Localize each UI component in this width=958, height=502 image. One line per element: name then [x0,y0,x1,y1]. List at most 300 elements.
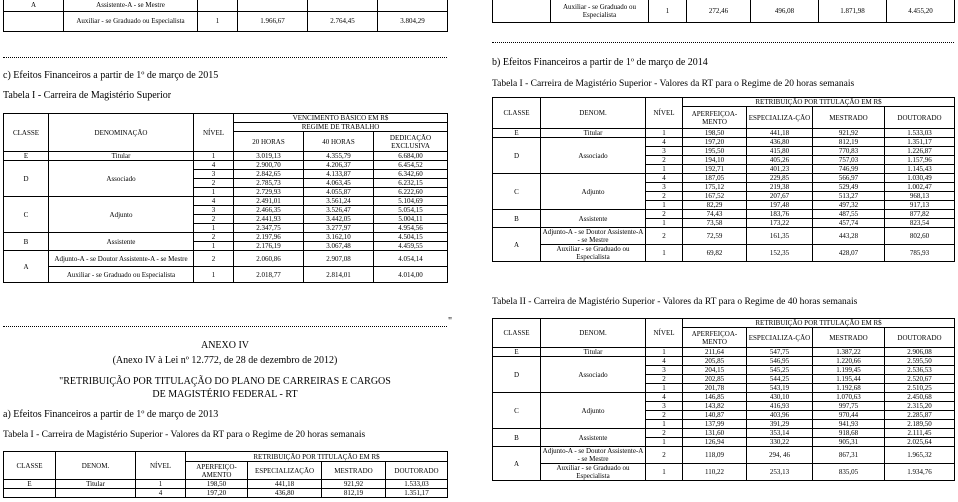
value-cell: 6.232,15 [374,179,448,188]
classe-cell: D [493,357,541,393]
value-cell: 529,49 [813,183,885,192]
col-header-denominacao: DENOMINAÇÃO [49,114,194,152]
value-cell: 2.536,53 [885,366,955,375]
value-cell: 401,23 [747,165,813,174]
value-cell: 496,08 [751,0,819,22]
nivel-cell: 4 [194,197,234,206]
value-cell: 2.906,08 [885,348,955,357]
nivel-cell: 1 [649,0,687,22]
value-cell: 197,20 [186,489,248,498]
value-cell: 6.684,00 [374,152,448,161]
value-cell: 2.285,87 [885,411,955,420]
value-cell: 416,93 [747,402,813,411]
value-cell: 405,26 [747,156,813,165]
value-cell: 194,10 [683,156,747,165]
table-row [493,348,955,357]
classe-cell: A [493,447,541,481]
value-cell: 2.347,75 [234,224,304,233]
table-row [4,152,448,161]
value-cell: 918,68 [813,429,885,438]
denom-cell: Associado [541,357,646,393]
col-header-retribuicao: RETRIBUIÇÃO POR TITULAÇÃO EM R$ [683,98,955,107]
classe-cell: D [4,161,49,197]
value-cell: 3.526,47 [304,206,374,215]
classe-cell: E [493,348,541,357]
table-title: Tabela I - Carreira de Magistério Superior - Valores da RT para o Regime de 20 horas semanais [492,79,855,89]
value-cell: 2.018,77 [234,267,304,283]
value-cell: 970,44 [813,411,885,420]
value-cell: 2.197,96 [234,233,304,242]
value-cell: 4.355,79 [304,152,374,161]
nivel-cell: 4 [646,174,683,183]
value-cell: 3.561,24 [304,197,374,206]
left-top-table [3,0,448,32]
value-cell: 219,38 [747,183,813,192]
denom-cell: Titular [56,480,136,489]
closing-quote: " [448,316,453,327]
value-cell: 802,60 [885,228,955,245]
value-cell: 146,85 [683,393,747,402]
value-cell: 1.070,63 [813,393,885,402]
nivel-cell: 1 [194,242,234,251]
value-cell: 2.315,20 [885,402,955,411]
value-cell: 867,31 [813,447,885,464]
denom-cell: Adjunto-A - se Doutor Assistente-A - se Mestre [541,447,646,464]
nivel-cell: 1 [646,348,683,357]
value-cell: 192,71 [683,165,747,174]
value-cell: 1.533,03 [885,129,955,138]
value-cell: 487,55 [813,210,885,219]
value-cell: 2.441,93 [234,215,304,224]
classe-cell: C [493,174,541,210]
classe-cell: A [493,228,541,262]
value-cell: 353,14 [747,429,813,438]
value-cell: 941,93 [813,420,885,429]
nivel-cell: 3 [646,183,683,192]
value-cell: 2.510,25 [885,384,955,393]
table-row [4,11,448,31]
value-cell: 175,12 [683,183,747,192]
value-cell: 187,05 [683,174,747,183]
value-cell: 2.176,19 [234,242,304,251]
value-cell: 118,09 [683,447,747,464]
table-2014-40h [492,318,955,481]
left-column [0,0,453,502]
value-cell: 921,92 [813,129,885,138]
value-cell: 167,52 [683,192,747,201]
value-cell: 143,82 [683,402,747,411]
value-cell: 202,85 [683,375,747,384]
nivel-cell: 1 [646,438,683,447]
value-cell: 785,93 [885,245,955,262]
value-cell: 6.222,60 [374,188,448,197]
value-cell: 205,85 [683,357,747,366]
denom-cell: Auxiliar - se Graduado ou Especialista [64,11,198,31]
separator-dots [3,57,447,58]
table-row [493,138,955,147]
nivel-cell: 1 [136,480,186,489]
table-title: Tabela I - Carreira de Magistério Superior [3,90,172,101]
value-cell: 3.804,29 [378,11,448,31]
value-cell: 72,59 [683,228,747,245]
col-header-20h: 20 HORAS [234,132,304,152]
value-cell: 3.442,05 [304,215,374,224]
denom-cell: Assistente [49,233,194,251]
classe-cell: E [4,152,49,161]
classe-cell: A [4,0,64,11]
value-cell: 391,29 [747,420,813,429]
classe-cell: E [4,480,56,489]
value-cell: 430,10 [747,393,813,402]
value-cell: 1.199,45 [813,366,885,375]
col-header-classe: CLASSE [493,98,541,129]
value-cell: 457,74 [813,219,885,228]
value-cell: 877,82 [885,210,955,219]
value-cell: 1.030,49 [885,174,955,183]
nivel-cell: 1 [194,267,234,283]
value-cell: 415,80 [747,147,813,156]
value-cell: 2.060,86 [234,251,304,267]
value-cell: 195,50 [683,147,747,156]
value-cell: 1.220,66 [813,357,885,366]
value-cell: 183,76 [747,210,813,219]
nivel-cell: 4 [136,489,186,498]
value-cell: 436,80 [248,489,322,498]
col-header-nivel: NÍVEL [646,98,683,129]
annex-heading-line-2: DE MAGISTÉRIO FEDERAL - RT [152,389,298,400]
value-cell: 4.459,55 [374,242,448,251]
denom-cell: Auxiliar - se Graduado ou Especialista [49,267,194,283]
value-cell: 126,94 [683,438,747,447]
value-cell: 330,22 [747,438,813,447]
value-cell: 2.595,50 [885,357,955,366]
table-row [493,393,955,402]
table-row [4,0,448,11]
value-cell: 74,43 [683,210,747,219]
classe-cell: C [493,393,541,429]
col-header-classe: CLASSE [493,319,541,348]
nivel-cell: 2 [194,179,234,188]
table-row [4,480,448,489]
col-header-aperfeicoamento: APERFEIÇO-AMENTO [186,462,248,480]
value-cell: 272,46 [687,0,751,22]
nivel-cell: 1 [646,219,683,228]
value-cell: 823,54 [885,219,955,228]
value-cell: 2.900,70 [234,161,304,170]
classe-cell: B [4,233,49,251]
denom-cell: Auxiliar - se Graduado ou Especialista [551,0,649,22]
value-cell: 2.814,01 [304,267,374,283]
value-cell: 229,85 [747,174,813,183]
denom-cell: Auxiliar - se Graduado ou Especialista [541,245,646,262]
nivel-cell: 3 [194,170,234,179]
right-column [492,0,958,502]
value-cell: 2.491,01 [234,197,304,206]
nivel-cell: 1 [194,224,234,233]
value-cell: 69,82 [683,245,747,262]
table-row [4,267,448,283]
col-header-de: DEDICAÇÃO EXCLUSIVA [374,132,448,152]
col-header-doutorado: DOUTORADO [885,107,955,129]
value-cell: 3.162,10 [304,233,374,242]
value-cell: 1.966,67 [238,11,308,31]
section-heading: c) Efeitos Financeiros a partir de 1º de março de 2015 [3,70,219,81]
classe-cell: D [493,138,541,174]
nivel-cell: 1 [646,245,683,262]
table-row [493,0,955,22]
nivel-cell: 1 [646,420,683,429]
value-cell: 161,35 [747,228,813,245]
value-cell: 4.133,87 [304,170,374,179]
nivel-cell: 4 [646,393,683,402]
denom-cell: Adjunto-A - se Doutor Assistente-A - se Mestre [49,251,194,267]
value-cell: 543,19 [747,384,813,393]
value-cell: 1.871,98 [819,0,887,22]
value-cell: 921,92 [322,480,386,489]
col-header-40h: 40 HORAS [304,132,374,152]
value-cell: 2.729,93 [234,188,304,197]
col-header-retribuicao: RETRIBUIÇÃO POR TITULAÇÃO EM R$ [683,319,955,328]
value-cell: 4.206,37 [304,161,374,170]
col-header-aperfeicoamento: APERFEIÇOA-MENTO [683,107,747,129]
section-heading: a) Efeitos Financeiros a partir de 1º de março de 2013 [3,409,219,420]
value-cell: 545,25 [747,366,813,375]
value-cell: 198,50 [186,480,248,489]
nivel-cell: 2 [646,447,683,464]
nivel-cell [198,0,238,11]
value-cell: 441,18 [248,480,322,489]
nivel-cell: 1 [646,464,683,481]
value-cell: 6.342,60 [374,170,448,179]
value-cell: 544,25 [747,375,813,384]
value-cell: 1.533,03 [386,480,448,489]
value-cell: 4.014,00 [374,267,448,283]
classe-cell: B [493,210,541,228]
value-cell: 3.067,48 [304,242,374,251]
value-cell: 2.764,45 [308,11,378,31]
value-cell: 4.954,56 [374,224,448,233]
col-header-regime: REGIME DE TRABALHO [234,123,448,132]
denom-cell: Assistente-A - se Mestre [64,0,198,11]
table-2015 [3,113,448,283]
value-cell: 207,67 [747,192,813,201]
value-cell: 2.111,45 [885,429,955,438]
nivel-cell: 2 [646,375,683,384]
nivel-cell: 3 [646,366,683,375]
value-cell: 137,99 [683,420,747,429]
value-cell [378,0,448,11]
value-cell: 547,75 [747,348,813,357]
denom-cell: Assistente [541,429,646,447]
value-cell: 812,19 [322,489,386,498]
value-cell: 1.195,44 [813,375,885,384]
table-row [493,464,955,481]
value-cell: 197,48 [747,201,813,210]
denom-cell: Associado [49,161,194,197]
value-cell: 5.054,15 [374,206,448,215]
nivel-cell: 1 [646,129,683,138]
value-cell: 905,31 [813,438,885,447]
table-2013 [3,451,448,498]
value-cell: 403,96 [747,411,813,420]
table-2014-20h [492,97,955,262]
value-cell: 770,83 [813,147,885,156]
classe-cell: E [493,129,541,138]
classe-cell: A [4,251,49,283]
nivel-cell: 3 [646,402,683,411]
nivel-cell: 2 [646,429,683,438]
col-header-denom: DENOM. [541,98,646,129]
col-header-mestrado: MESTRADO [813,328,885,348]
value-cell: 1.351,17 [386,489,448,498]
value-cell: 2.025,64 [885,438,955,447]
value-cell: 5.004,11 [374,215,448,224]
value-cell: 82,29 [683,201,747,210]
col-header-retribuicao: RETRIBUIÇÃO POR TITULAÇÃO EM R$ [186,452,448,462]
table-row [493,228,955,245]
value-cell: 201,78 [683,384,747,393]
denom-cell: Titular [541,129,646,138]
nivel-cell: 2 [646,192,683,201]
denom-cell: Titular [49,152,194,161]
nivel-cell: 2 [194,251,234,267]
separator-dots [492,42,954,43]
col-header-doutorado: DOUTORADO [386,462,448,480]
nivel-cell: 4 [194,161,234,170]
col-header-aperfeicoamento: APERFEIÇOA-MENTO [683,328,747,348]
value-cell: 3.277,97 [304,224,374,233]
col-header-nivel: NÍVEL [136,452,186,480]
value-cell: 73,58 [683,219,747,228]
value-cell: 204,15 [683,366,747,375]
value-cell: 1.387,22 [813,348,885,357]
denom-cell: Adjunto [541,393,646,429]
classe-cell [4,489,56,498]
nivel-cell: 1 [198,11,238,31]
annex-subtitle: (Anexo IV à Lei nº 12.772, de 28 de dezembro de 2012) [112,355,338,366]
value-cell: 1.351,17 [885,138,955,147]
value-cell: 436,80 [747,138,813,147]
value-cell: 131,60 [683,429,747,438]
table-title: Tabela I - Carreira de Magistério Superior - Valores da RT para o Regime de 20 horas semanais [3,430,366,440]
value-cell: 4.055,87 [304,188,374,197]
value-cell: 997,75 [813,402,885,411]
nivel-cell: 2 [646,411,683,420]
value-cell: 197,20 [683,138,747,147]
value-cell: 173,22 [747,219,813,228]
table-row [493,357,955,366]
col-header-classe: CLASSE [4,114,49,152]
value-cell: 968,13 [885,192,955,201]
table-row [4,197,448,206]
table-row [4,489,448,498]
value-cell: 1.192,68 [813,384,885,393]
value-cell: 140,87 [683,411,747,420]
value-cell: 294, 46 [747,447,813,464]
col-header-classe: CLASSE [4,452,56,480]
table-title: Tabela II - Carreira de Magistério Superior - Valores da RT para o Regime de 40 horas semanais [492,297,858,307]
nivel-cell: 2 [194,233,234,242]
nivel-cell: 1 [646,201,683,210]
denom-cell: Adjunto [49,197,194,233]
value-cell: 4.063,45 [304,179,374,188]
annex-title: ANEXO IV [200,340,250,351]
value-cell: 917,13 [885,201,955,210]
classe-cell: C [4,197,49,233]
value-cell: 1.226,87 [885,147,955,156]
col-header-doutorado: DOUTORADO [885,328,955,348]
col-header-especializacao: ESPECIALIZAÇÃO [248,462,322,480]
denom-cell: Adjunto [541,174,646,210]
value-cell: 3.019,13 [234,152,304,161]
denom-cell [56,489,136,498]
value-cell: 4.455,20 [887,0,955,22]
value-cell: 2.842,65 [234,170,304,179]
value-cell: 1.965,32 [885,447,955,464]
value-cell: 1.157,96 [885,156,955,165]
nivel-cell: 3 [194,206,234,215]
nivel-cell: 2 [646,228,683,245]
value-cell: 812,19 [813,138,885,147]
nivel-cell: 4 [646,138,683,147]
value-cell: 110,22 [683,464,747,481]
col-header-denom: DENOM. [541,319,646,348]
value-cell: 546,95 [747,357,813,366]
denom-cell: Titular [541,348,646,357]
nivel-cell: 1 [194,152,234,161]
value-cell: 497,32 [813,201,885,210]
value-cell: 1.934,76 [885,464,955,481]
denom-cell: Auxiliar - se Graduado ou Especialista [541,464,646,481]
value-cell: 2.450,68 [885,393,955,402]
classe-cell: B [493,429,541,447]
table-row [4,233,448,242]
nivel-cell: 2 [646,210,683,219]
value-cell [308,0,378,11]
right-top-table [492,0,955,23]
value-cell: 441,18 [747,129,813,138]
value-cell [238,0,308,11]
value-cell: 513,27 [813,192,885,201]
denom-cell: Associado [541,138,646,174]
nivel-cell: 2 [194,215,234,224]
nivel-cell: 1 [646,165,683,174]
table-row [493,245,955,262]
value-cell: 2.466,35 [234,206,304,215]
value-cell: 746,99 [813,165,885,174]
value-cell: 2.520,67 [885,375,955,384]
value-cell: 4.504,15 [374,233,448,242]
col-header-mestrado: MESTRADO [322,462,386,480]
nivel-cell: 3 [646,147,683,156]
table-row [4,251,448,267]
table-row [493,447,955,464]
value-cell: 835,05 [813,464,885,481]
table-row [493,429,955,438]
value-cell: 6.454,52 [374,161,448,170]
value-cell: 5.104,69 [374,197,448,206]
value-cell: 253,13 [747,464,813,481]
value-cell: 2.785,73 [234,179,304,188]
col-header-especializacao: ESPECIALIZA-ÇÃO [747,107,813,129]
value-cell: 211,64 [683,348,747,357]
value-cell: 198,50 [683,129,747,138]
value-cell: 757,03 [813,156,885,165]
table-row [493,129,955,138]
value-cell: 428,07 [813,245,885,262]
value-cell: 2.907,08 [304,251,374,267]
value-cell: 152,35 [747,245,813,262]
